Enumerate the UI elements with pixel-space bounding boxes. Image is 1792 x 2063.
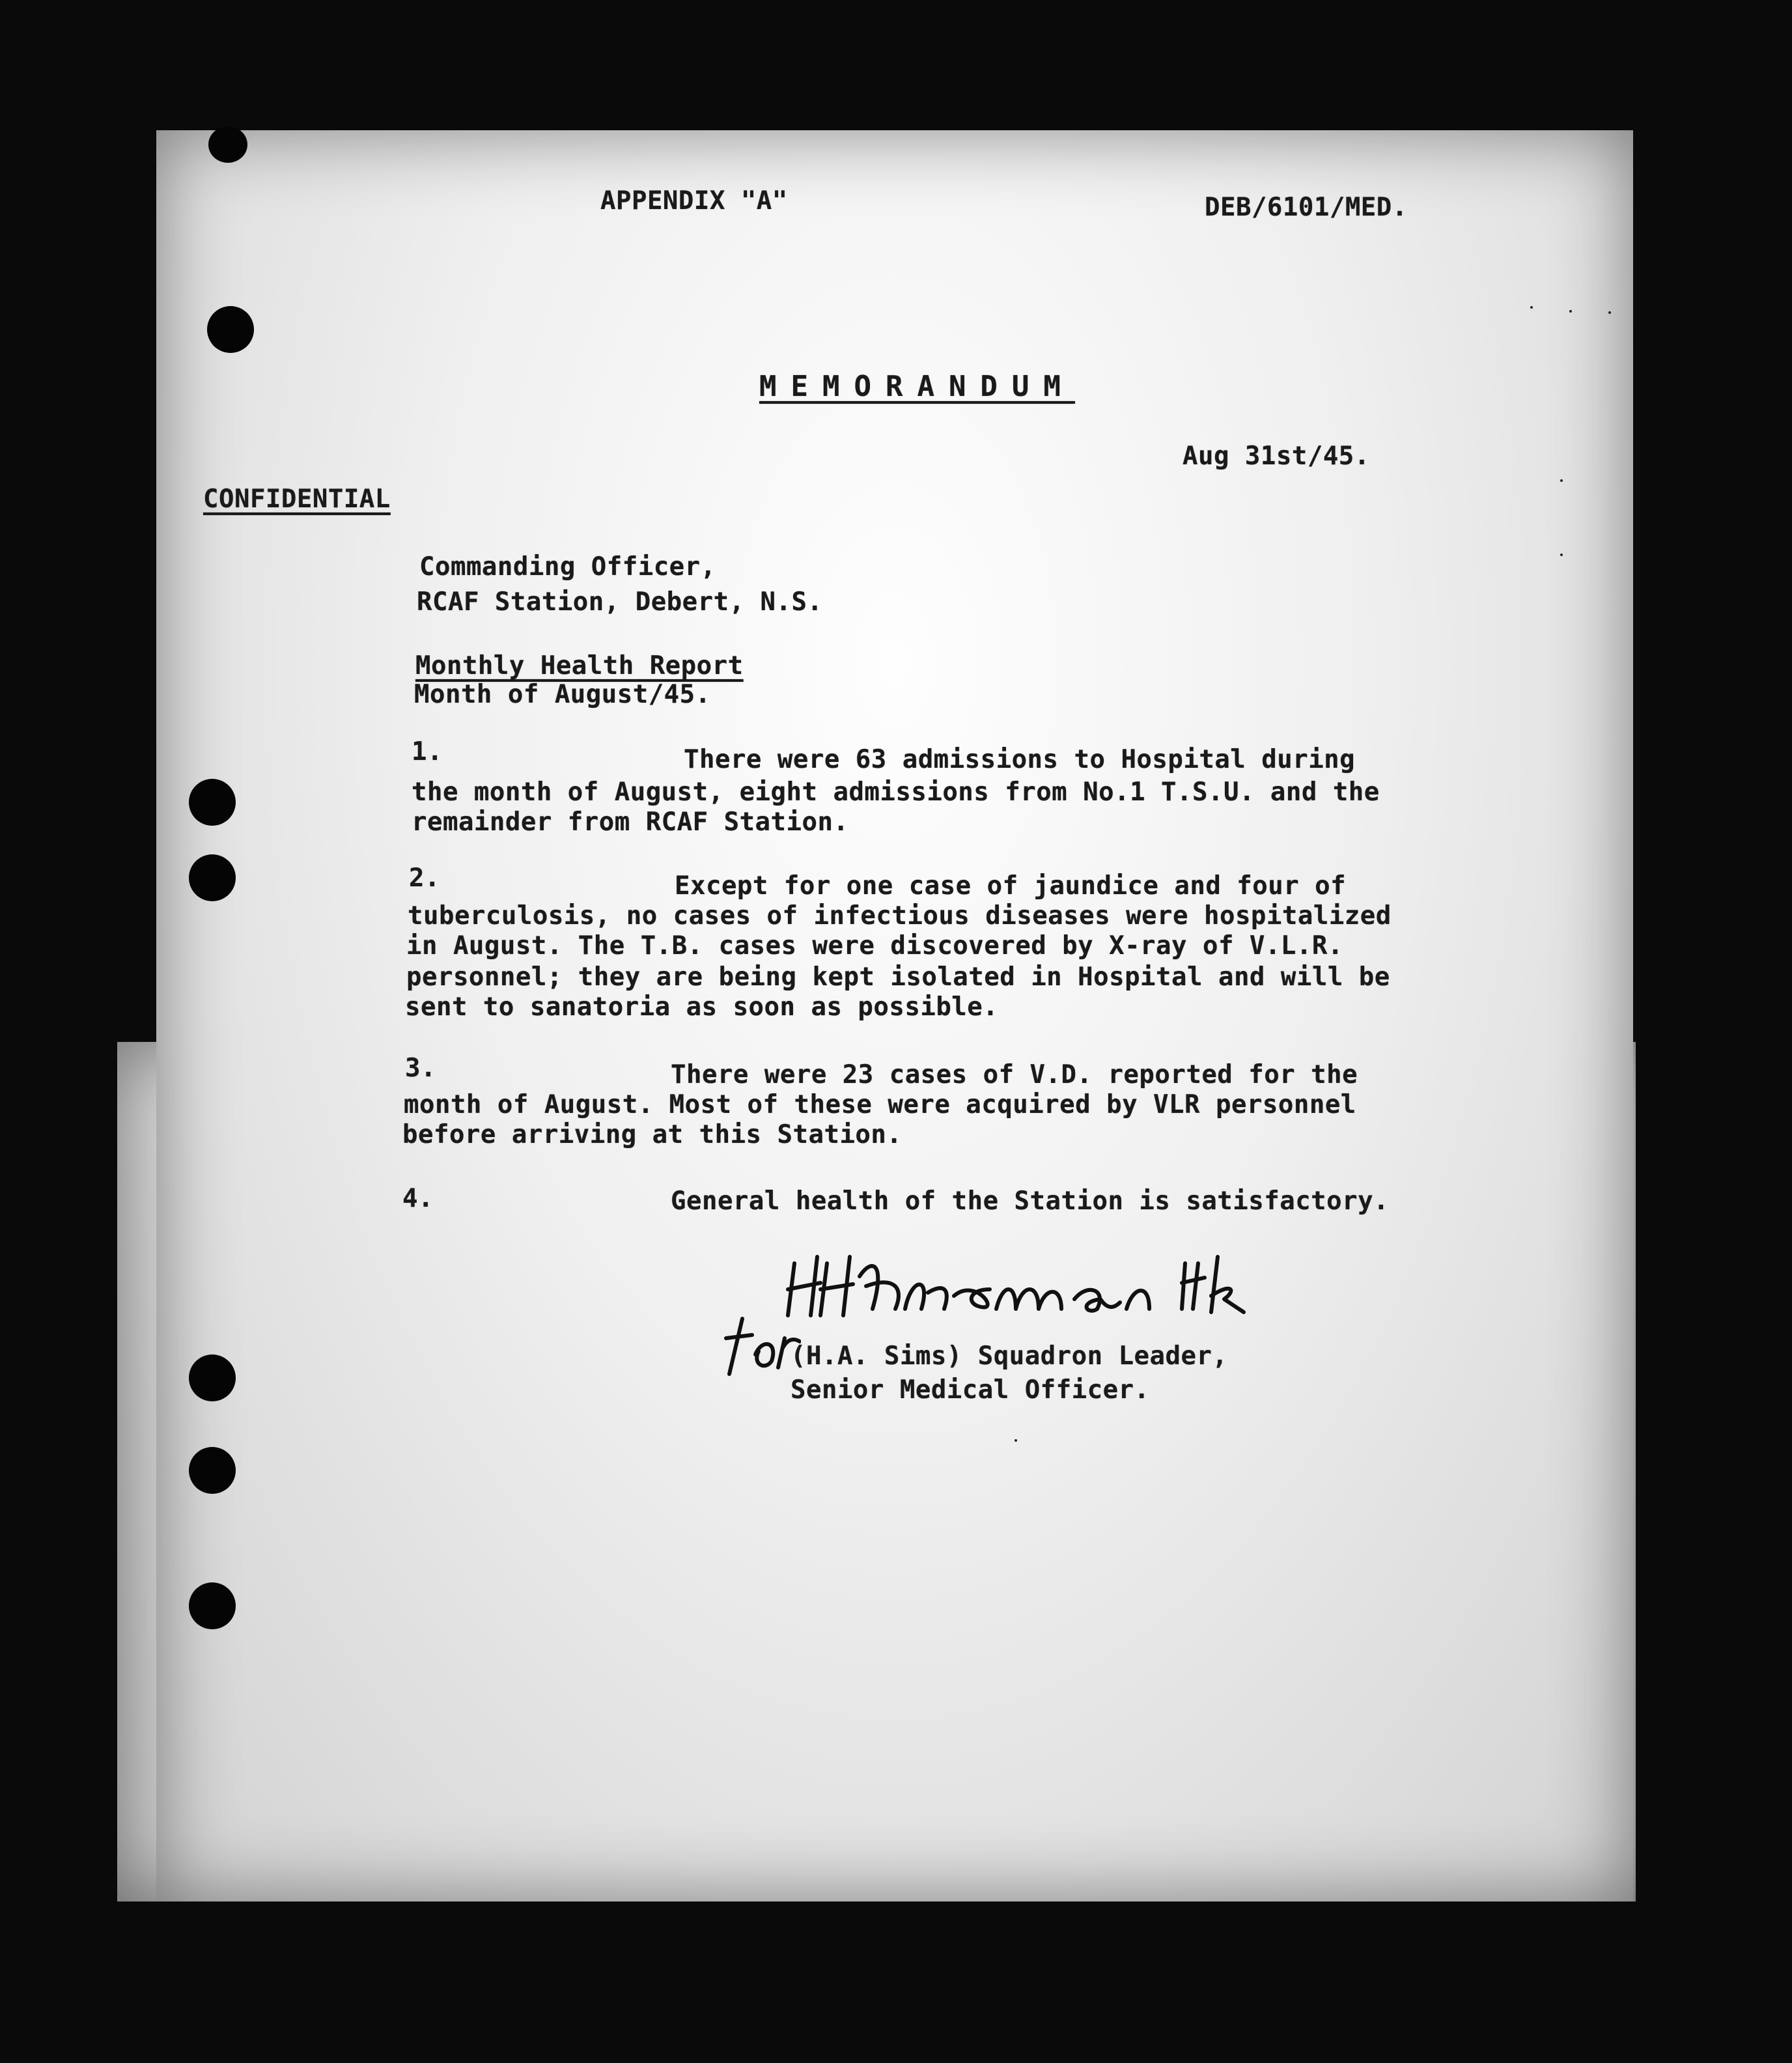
- addressee-line-1: Commanding Officer,: [419, 552, 716, 582]
- subject-period: Month of August/45.: [414, 680, 711, 709]
- punch-hole: [189, 1447, 236, 1494]
- punch-hole: [207, 306, 254, 353]
- paragraph-2-line-1: Except for one case of jaundice and four of: [675, 871, 1347, 901]
- paragraph-2-line-3: in August. The T.B. cases were discovered by X-ray of V.L.R.: [406, 931, 1343, 961]
- memorandum-title: MEMORANDUM: [759, 370, 1075, 403]
- paragraph-1-line-1: There were 63 admissions to Hospital during: [684, 745, 1356, 774]
- dust-speck: [1560, 554, 1563, 556]
- addressee-line-2: RCAF Station, Debert, N.S.: [417, 587, 823, 617]
- paragraph-2-line-4: personnel; they are being kept isolated in Hospital and will be: [406, 962, 1390, 992]
- paragraph-number: 2.: [409, 863, 440, 893]
- paragraph-1-line-2: the month of August, eight admissions from No.1 T.S.U. and the: [412, 778, 1380, 807]
- paragraph-number: 3.: [405, 1054, 436, 1083]
- memo-date: Aug 31st/45.: [1183, 442, 1370, 471]
- paragraph-number: 1.: [412, 737, 443, 766]
- dust-speck: [1608, 311, 1611, 314]
- paragraph-4-line-1: General health of the Station is satisfactory.: [671, 1186, 1390, 1216]
- punch-hole: [189, 1354, 236, 1401]
- file-reference: DEB/6101/MED.: [1205, 193, 1408, 222]
- punch-hole: [189, 779, 236, 826]
- handwritten-for: [723, 1309, 801, 1381]
- dust-speck: [1560, 479, 1563, 482]
- paragraph-2-line-2: tuberculosis, no cases of infectious diseases were hospitalized: [408, 901, 1392, 931]
- appendix-label: APPENDIX "A": [600, 186, 788, 216]
- dust-speck: [1015, 1439, 1017, 1442]
- dust-speck: [1569, 310, 1572, 313]
- paragraph-3-line-3: before arriving at this Station.: [402, 1120, 903, 1149]
- handwritten-signature: [781, 1237, 1250, 1335]
- paragraph-2-line-5: sent to sanatoria as soon as possible.: [405, 992, 999, 1022]
- dust-speck: [1530, 306, 1533, 309]
- paragraph-number: 4.: [402, 1184, 434, 1213]
- punch-hole: [208, 126, 247, 163]
- signatory-name: (H.A. Sims) Squadron Leader,: [791, 1341, 1228, 1371]
- signatory-title: Senior Medical Officer.: [791, 1375, 1150, 1405]
- paragraph-3-line-2: month of August. Most of these were acquired by VLR personnel: [404, 1090, 1356, 1119]
- paragraph-3-line-1: There were 23 cases of V.D. reported for the: [671, 1060, 1358, 1089]
- confidential-marking: CONFIDENTIAL: [203, 484, 391, 514]
- punch-hole: [189, 1582, 236, 1629]
- punch-hole: [189, 854, 236, 901]
- subject-title: Monthly Health Report: [415, 651, 744, 681]
- paragraph-1-line-3: remainder from RCAF Station.: [412, 807, 849, 837]
